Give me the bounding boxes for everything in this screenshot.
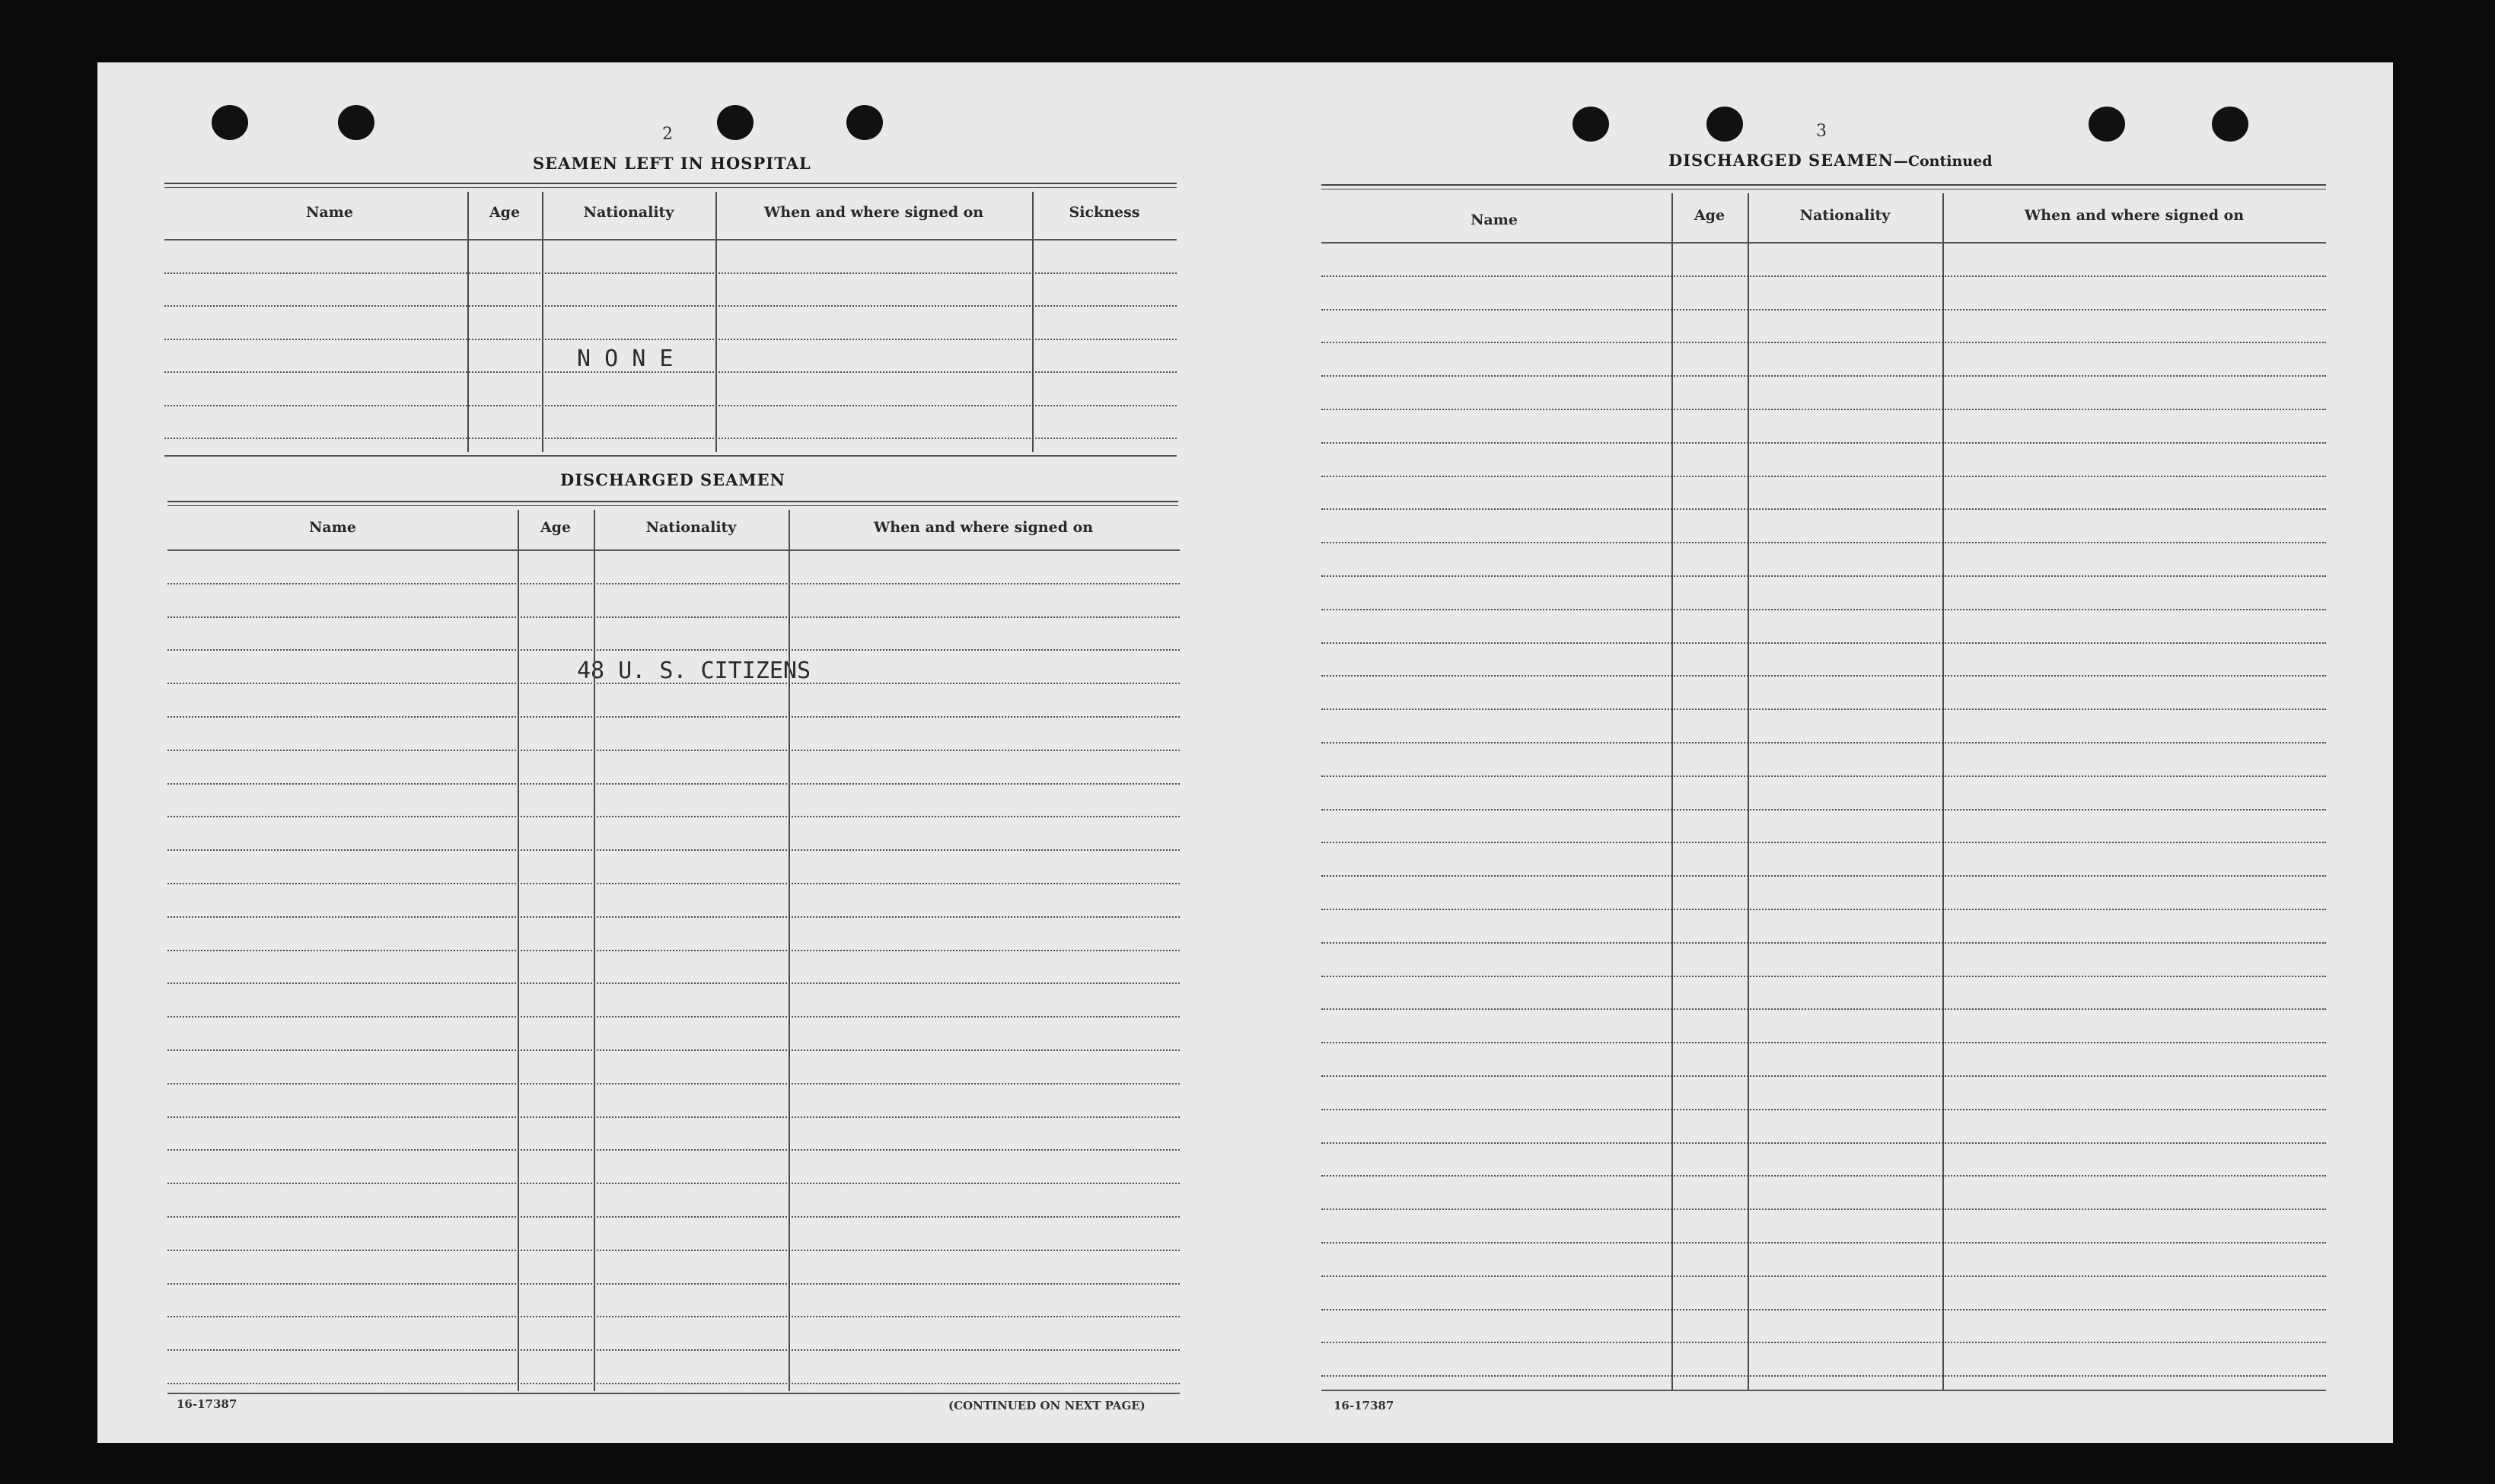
hospital-entry-none: N O N E: [577, 346, 674, 372]
discharged-table-row-line: [167, 1383, 1180, 1384]
right-table-column-line: [1671, 193, 1673, 1391]
hospital-table-header-line: [164, 239, 1177, 240]
right-table-row-line: [1321, 775, 2326, 777]
right-table-row-line: [1321, 875, 2326, 877]
col-name: Name: [1471, 212, 1518, 228]
discharged-table-row-line: [167, 816, 1180, 817]
right-table-row-line: [1321, 476, 2326, 477]
right-table-row-line: [1321, 1109, 2326, 1110]
form-number: 16-17387: [1334, 1399, 1394, 1412]
discharged-section-title: DISCHARGED SEAMEN: [560, 470, 785, 489]
col-name: Name: [309, 519, 356, 536]
right-table-row-line: [1321, 342, 2326, 343]
continued-note: (CONTINUED ON NEXT PAGE): [948, 1399, 1146, 1412]
punch-hole: [1706, 107, 1743, 142]
right-table-row-line: [1321, 742, 2326, 744]
right-table-row-line: [1321, 709, 2326, 710]
right-table-column-line: [1748, 193, 1749, 1391]
discharged-table-row-line: [167, 1216, 1180, 1218]
discharged-table-row-line: [167, 1183, 1180, 1184]
right-table-row-line: [1321, 909, 2326, 910]
discharged-entry: 48 U. S. CITIZENS: [577, 658, 811, 684]
discharged-table-row-line: [167, 1049, 1180, 1051]
col-nationality: Nationality: [1799, 207, 1891, 224]
hospital-table-column-line: [542, 192, 543, 452]
right-table-row-line: [1321, 809, 2326, 810]
punch-hole: [846, 105, 883, 140]
right-table-row-line: [1321, 1008, 2326, 1010]
right-table-row-line: [1321, 1242, 2326, 1244]
discharged-table-bottom-rule: [167, 1393, 1180, 1394]
hospital-table-column-line: [467, 192, 469, 452]
punch-hole: [338, 105, 374, 140]
form-number: 16-17387: [177, 1397, 237, 1411]
discharged-table-row-line: [167, 849, 1180, 851]
header-rule: [1321, 184, 2326, 189]
header-rule: [164, 183, 1177, 188]
punch-hole: [2212, 107, 2248, 142]
right-table-header-line: [1321, 242, 2326, 244]
discharged-table-row-line: [167, 916, 1180, 918]
right-table-row-line: [1321, 1142, 2326, 1144]
hospital-table-row-line: [164, 305, 1177, 307]
discharged-table-row-line: [167, 649, 1180, 651]
right-table-row-line: [1321, 642, 2326, 644]
discharged-table-row-line: [167, 1016, 1180, 1017]
punch-hole: [212, 105, 248, 140]
hospital-table-column-line: [1032, 192, 1034, 452]
hospital-table-column-line: [715, 192, 717, 452]
hospital-section-title: SEAMEN LEFT IN HOSPITAL: [533, 154, 811, 173]
ledger-sheet: [97, 62, 2393, 1443]
right-table-row-line: [1321, 508, 2326, 510]
discharged-table-row-line: [167, 1283, 1180, 1285]
discharged-table-row-line: [167, 616, 1180, 618]
right-table-row-line: [1321, 1375, 2326, 1377]
right-table-row-line: [1321, 842, 2326, 843]
col-nationality: Nationality: [583, 204, 674, 221]
hospital-table-row-line: [164, 371, 1177, 373]
col-age: Age: [1694, 207, 1725, 224]
discharged-table-row-line: [167, 982, 1180, 984]
discharged-table-row-line: [167, 683, 1180, 684]
hospital-table-row-line: [164, 405, 1177, 406]
col-age: Age: [489, 204, 521, 221]
right-table-row-line: [1321, 1209, 2326, 1210]
discharged-table-row-line: [167, 1116, 1180, 1118]
right-table-row-line: [1321, 575, 2326, 577]
punch-hole: [1573, 107, 1609, 142]
col-when-where: When and where signed on: [873, 519, 1094, 536]
right-table-bottom-rule: [1321, 1390, 2326, 1391]
right-table-column-line: [1942, 193, 1944, 1391]
right-section-title: [1668, 151, 1993, 170]
right-table-row-line: [1321, 309, 2326, 310]
right-table-row-line: [1321, 609, 2326, 610]
hospital-table-bottom-rule: [164, 455, 1177, 457]
col-nationality: Nationality: [645, 519, 737, 536]
discharged-table-row-line: [167, 1149, 1180, 1151]
right-table-row-line: [1321, 1342, 2326, 1343]
col-sickness: Sickness: [1069, 204, 1140, 221]
right-table-row-line: [1321, 1275, 2326, 1277]
right-table-row-line: [1321, 1309, 2326, 1310]
discharged-table-row-line: [167, 1349, 1180, 1351]
col-when-where: When and where signed on: [2024, 207, 2245, 224]
hospital-table-row-line: [164, 438, 1177, 439]
page-number: 3: [1816, 122, 1827, 141]
title-text: DISCHARGED SEAMEN: [1668, 151, 1894, 170]
hospital-table-row-line: [164, 339, 1177, 340]
right-table-row-line: [1321, 942, 2326, 944]
discharged-table-row-line: [167, 583, 1180, 584]
col-age: Age: [540, 519, 572, 536]
discharged-table-row-line: [167, 883, 1180, 884]
right-table-row-line: [1321, 275, 2326, 277]
right-table-row-line: [1321, 675, 2326, 677]
header-rule: [167, 501, 1178, 506]
discharged-table-row-line: [167, 1250, 1180, 1251]
punch-hole: [2089, 107, 2125, 142]
right-table-row-line: [1321, 542, 2326, 543]
discharged-table-row-line: [167, 1083, 1180, 1084]
right-table-row-line: [1321, 1075, 2326, 1077]
discharged-table-row-line: [167, 783, 1180, 785]
discharged-table-row-line: [167, 950, 1180, 951]
right-table-row-line: [1321, 409, 2326, 410]
page-number: 2: [662, 125, 673, 144]
punch-hole: [717, 105, 754, 140]
col-name: Name: [306, 204, 353, 221]
right-table-row-line: [1321, 375, 2326, 377]
col-when-where: When and where signed on: [763, 204, 984, 221]
discharged-table-header-line: [167, 549, 1180, 551]
discharged-table-row-line: [167, 1316, 1180, 1317]
title-suffix: —Continued: [1893, 153, 1993, 170]
right-table-row-line: [1321, 1175, 2326, 1177]
right-table-row-line: [1321, 976, 2326, 977]
discharged-table-row-line: [167, 750, 1180, 751]
discharged-table-row-line: [167, 716, 1180, 718]
right-table-row-line: [1321, 442, 2326, 444]
right-table-row-line: [1321, 1042, 2326, 1043]
hospital-table-row-line: [164, 272, 1177, 274]
